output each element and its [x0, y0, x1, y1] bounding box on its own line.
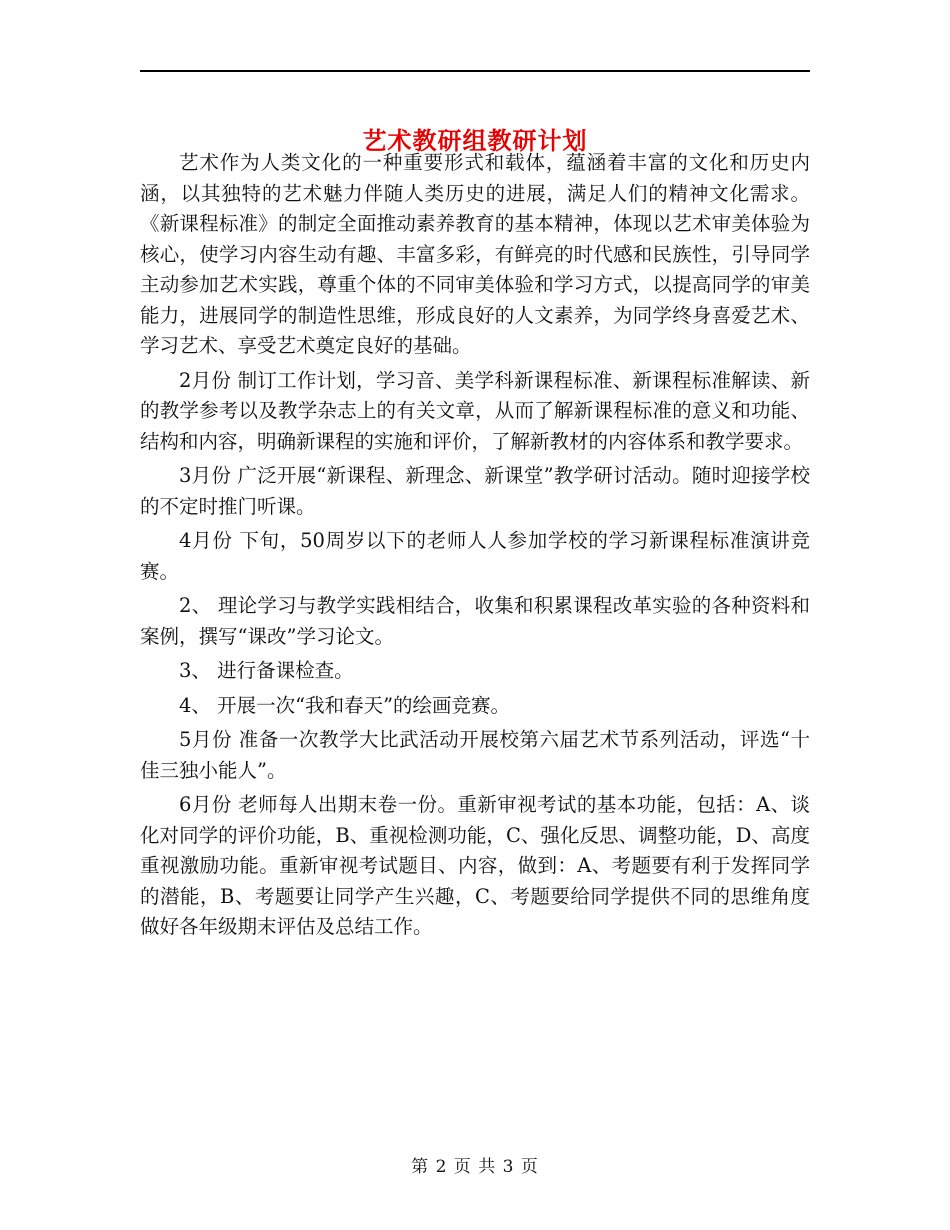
- paragraph-february: 2月份 制订工作计划，学习音、美学科新课程标准、新课程标准解读、新的教学参考以及教学杂志上的有关文章，从而了解新课程标准的意义和功能、结构和内容，明确新课程的实施和评价，了解新教材的内容体系和教学要求。: [140, 368, 810, 453]
- paragraph-item-3: 3、 进行备课检查。: [179, 659, 354, 682]
- header-rule: [140, 70, 810, 72]
- paragraph-june: 6月份 老师每人出期末卷一份。重新审视考试的基本功能，包括：A、谈化对同学的评价功能，B、重视检测功能，C、强化反思、调整功能，D、高度重视激励功能。重新审视考试题目、内容，做到：A、考题要有利于发挥同学的潜能，B、考题要让同学产生兴趣，C、考题要给同学提供不同的思维角度 做好各年级期末评估及总结工作。: [140, 793, 810, 938]
- paragraph-intro: 艺术作为人类文化的一种重要形式和载体，蕴涵着丰富的文化和历史内涵，以其独特的艺术魅力伴随人类历史的进展，满足人们的精神文化需求。《新课程标准》的制定全面推动素养教育的基本精神，体现以艺术审美体验为核心，使学习内容生动有趣、丰富多彩，有鲜亮的时代感和民族性，引导同学主动参加艺术实践，尊重个体的不同审美体验和学习方式，以提高同学的审美能力，进展同学的制造性思维，形成良好的人文素养，为同学终身喜爱艺术、学习艺术、享受艺术奠定良好的基础。: [140, 151, 810, 357]
- paragraph-april: 4月份 下旬，50周岁以下的老师人人参加学校的学习新课程标准演讲竞赛。: [140, 529, 810, 583]
- paragraph-may: 5月份 准备一次教学大比武活动开展校第六届艺术节系列活动，评选“十佳三独小能人”。: [140, 728, 810, 782]
- paragraph-item-2: 2、 理论学习与教学实践相结合，收集和积累课程改革实验的各种资料和案例，撰写“课改”学习论文。: [140, 594, 810, 648]
- document-title: 艺术教研组教研计划: [362, 126, 588, 156]
- paragraph-march: 3月份 广泛开展“新课程、新理念、新课堂”教学研讨活动。随时迎接学校的不定时推门听课。: [140, 464, 810, 518]
- document-body: [140, 148, 810, 947]
- page-number: 第 2 页 共 3 页: [411, 1157, 539, 1177]
- paragraph-item-4: 4、 开展一次“我和春天”的绘画竞赛。: [179, 693, 511, 717]
